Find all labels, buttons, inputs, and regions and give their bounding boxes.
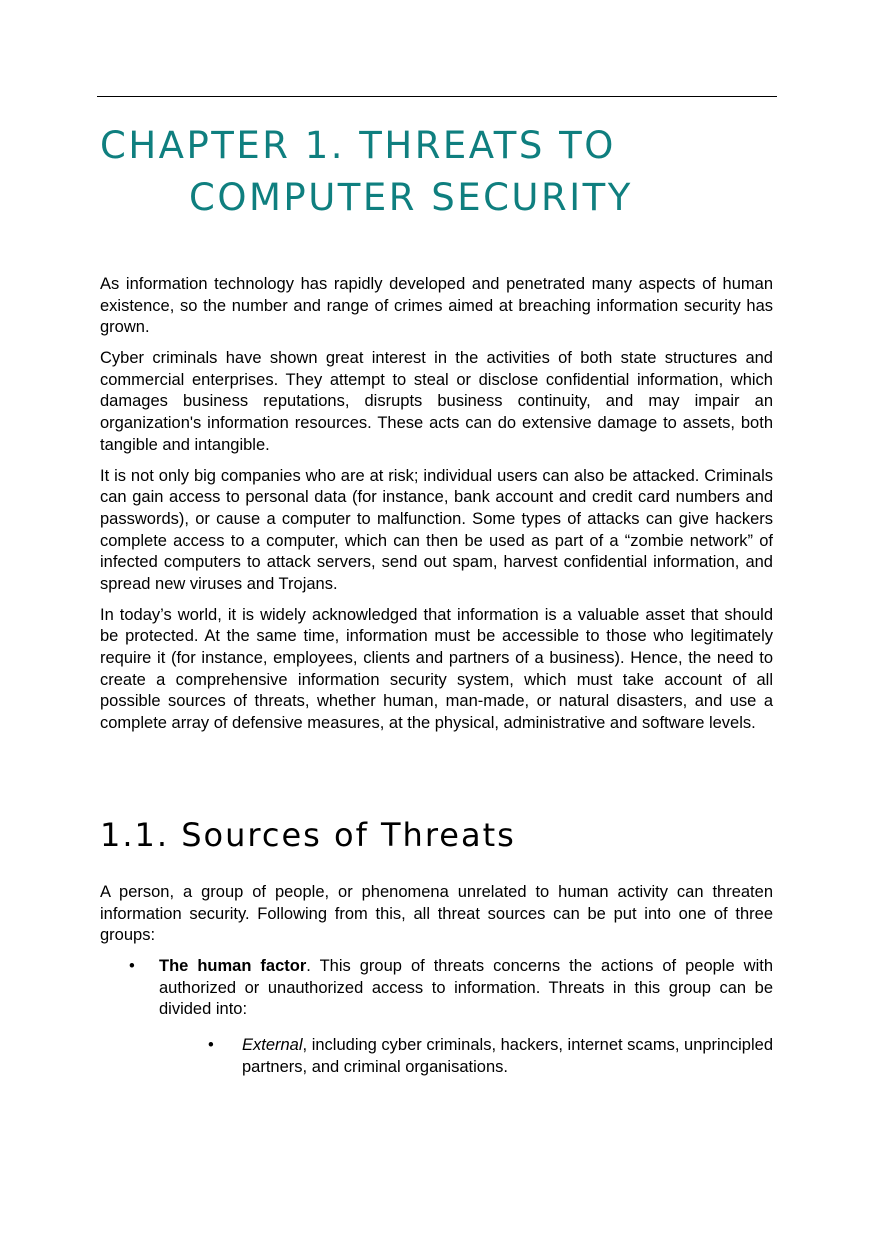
header-rule <box>97 96 777 97</box>
list-item <box>100 956 773 1078</box>
sub-list-item-text: , including cyber criminals, hackers, internet scams, unprincipled partners, and criminal organisations. <box>242 1036 773 1076</box>
intro-paragraph-3: It is not only big companies who are at risk; individual users can also be attacked. Criminals can gain access to personal data (for instance, bank account and credit card numbers and passwords), or cause a computer to malfunction. Some types of attacks can give hackers complete access to a computer, which can then be used as part of a “zombie network” of infected computers to attack servers, send out spam, harvest confidential information, and spread new viruses and Trojans. <box>100 466 773 593</box>
intro-section <box>100 274 773 744</box>
sub-list-item-term: External <box>242 1036 303 1055</box>
bullet-icon: • <box>208 1036 214 1055</box>
sub-list-item <box>159 1035 773 1078</box>
section-title: 1.1. Sources of Threats <box>100 816 516 854</box>
list-item-text: . This group of threats concerns the actions of people with authorized or unauthorized access to information. Threats in this group can be divided into: <box>159 957 773 1019</box>
section-body <box>100 882 773 1092</box>
bullet-icon: • <box>129 957 135 976</box>
list-item-term: The human factor <box>159 957 307 976</box>
chapter-title-line-2: COMPUTER SECURITY <box>189 176 633 219</box>
intro-paragraph-4: In today’s world, it is widely acknowledged that information is a valuable asset that should be protected. At the same time, information must be accessible to those who legitimately require it (for instance, employees, clients and partners of a business). Hence, the need to create a comprehensive information security system, which must take account of all possible sources of threats, whether human, man-made, or natural disasters, and use a complete array of defensive measures, at the physical, administrative and software levels. <box>100 605 773 732</box>
section-paragraph: A person, a group of people, or phenomena unrelated to human activity can threaten information security. Following from this, all threat sources can be put into one of three groups: <box>100 883 773 945</box>
intro-paragraph-2: Cyber criminals have shown great interest in the activities of both state structures and commercial enterprises. They attempt to steal or disclose confidential information, which damages business reputations, disrupts business continuity, and may impair an organization's information resources. These acts can do extensive damage to assets, both tangible and intangible. <box>100 349 773 454</box>
chapter-title-line-1: CHAPTER 1. THREATS TO <box>100 124 616 167</box>
threat-groups-list <box>100 956 773 1078</box>
chapter-title <box>100 122 780 222</box>
intro-paragraph-1: As information technology has rapidly developed and penetrated many aspects of human existence, so the number and range of crimes aimed at breaching information security has grown. <box>100 275 773 337</box>
sub-list <box>159 1035 773 1078</box>
